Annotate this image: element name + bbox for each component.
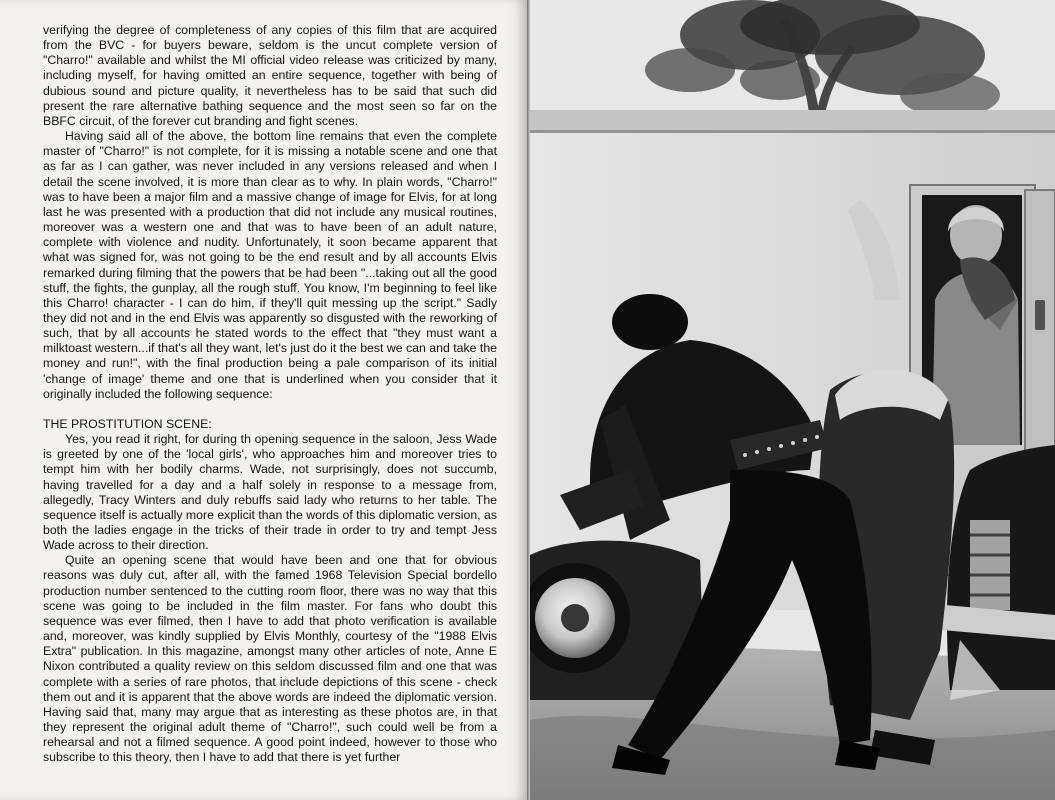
left-page (0, 0, 527, 800)
film-still-photo (530, 0, 1055, 800)
paragraph-bottom-line: Having said all of the above, the bottom line remains that even the complete master of "Charro!" is not complete, for it is missing a notable scene and one that as far as I can gather, was never included in any versions released and when I detail the scene involved, it is more than clear as to why. In plain words, "Charro!" was to have been a major film and a massive change of image for Elvis, for at long last he was presented with a production that did not include any musical routines, moreover was a western one and that was to have been of an adult nature, complete with violence and nudity. Unfortunately, it soon became apparent that what was signed for, was not going to be the end result and by all accounts Elvis remarked during filming that the powers that be had been "...taking out all the good stuff, the fights, the gunplay, all the rough stuff. You know, I'm beginning to feel like this Charro! character - I can do him, if they'll quit messing up the script." Sadly they did not and in the end Elvis was apparently so disgusted with the reworking of such, that by all accounts he stated words to the effect that "they must want a milktoast western...if that's all they want, let's just do it the best we can and take the money and run!", with the final production being a pale comparison of its initial 'change of image' theme and one that is underlined when you consider that it originally included the following sequence: (43, 129, 497, 401)
paragraph-continuation: verifying the degree of completeness of any copies of this film that are acquired from the BVC - for buyers beware, seldom is the uncut complete version of "Charro!" available and whilst the MI official video release was criticized by many, including myself, for having omitted an entire sequence, together with being of dubious sound and picture quality, it nevertheless has to be said that such did present the rare alternative bathing sequence and the most seen so far on the BBFC circuit, of the forever cut branding and fight scenes. (43, 23, 497, 128)
paragraph-prostitution-scene: Yes, you read it right, for during th opening sequence in the saloon, Jess Wade is greeted by one of the 'local girls', who approaches him and moreover tries to tempt him with her bodily charms. Wade, not surprisingly, does not succumb, having travelled for a day and a half solely in response to a message from, allegedly, Tracy Winters and duly rebuffs said lady who returns to her table. The sequence itself is actually more explicit than the words of this diplomatic version, as both the ladies engage in the tricks of their trade in order to try and tempt Jess Wade across to their direction. (43, 432, 497, 553)
section-heading: THE PROSTITUTION SCENE: (43, 416, 212, 431)
paragraph-opening-scene: Quite an opening scene that would have been and one that for obvious reasons was duly cut, after all, with the famed 1968 Television Special bordello production number sentenced to the cutting room floor, there was no way that this scene was going to be included in the film master. For fans who doubt this sequence was ever filmed, then I have to add that photo verification is available and, moreover, was kindly supplied by Elvis Monthly, courtesy of the "1988 Elvis Extra" publication. In this magazine, amongst many other articles of note, Anne E Nixon contributed a quality review on this seldom discussed film and one that was complete with a series of rare photos, that include depictions of this scene - check them out and it is apparent that the above words are indeed the diplomatic version. Having said that, many may argue that as interesting as these photos are, in that they represent the original adult theme of "Charro!", such could well be from a rehearsal and not a filmed sequence. A good point indeed, however to those who subscribe to this theory, then I have to add that there is yet further (43, 553, 497, 765)
right-page (530, 0, 1055, 800)
article-text (43, 23, 497, 766)
